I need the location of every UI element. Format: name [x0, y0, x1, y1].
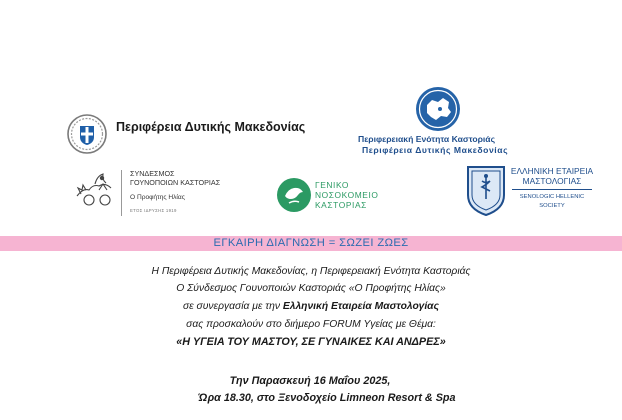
- invitation-line: σας προσκαλούν στο διήμερο FORUM Υγείας με Θέμα:: [186, 319, 436, 330]
- hospital-green-emblem-icon: [275, 176, 313, 214]
- mastology-line2: ΜΑΣΤΟΛΟΓΙΑΣ: [522, 176, 582, 186]
- mastology-line1: ΕΛΛΗΝΙΚΗ ΕΤΑΙΡΕΙΑ: [510, 166, 594, 176]
- divider: [512, 189, 592, 190]
- invitation-line: [0, 301, 622, 312]
- society-highlight: Ελληνική Εταιρεία Μαστολογίας: [282, 301, 440, 312]
- syndesmos-name: [130, 169, 220, 215]
- syndesmos-line2: ΓΟΥΝΟΠΟΙΩΝ ΚΑΣΤΟΡΙΑΣ: [130, 178, 221, 187]
- hospital-line1: ΓΕΝΙΚΟ: [315, 180, 350, 190]
- mastology-english-line2: SOCIETY: [539, 203, 565, 209]
- syndesmos-established: ΕΤΟΣ ΙΔΡΥΣΗΣ 1919: [130, 208, 177, 213]
- syndesmos-line1: ΣΥΝΔΕΣΜΟΣ: [130, 169, 175, 178]
- kastoria-map-emblem-icon: [414, 85, 462, 133]
- slogan-text: ΕΓΚΑΙΡΗ ΔΙΑΓΝΩΣΗ = ΣΩΖΕΙ ΖΩΕΣ: [213, 237, 409, 249]
- mastology-society-emblem-icon: [462, 161, 510, 217]
- invitation-line: Ο Σύνδεσμος Γουνοποιών Καστοριάς «Ο Προφήτης Ηλίας»: [176, 283, 446, 294]
- regional-unit-name: [358, 134, 508, 155]
- invitation-text: σε συνεργασία με την: [182, 301, 283, 312]
- event-date: Την Παρασκευή 16 Μαΐου 2025,: [229, 375, 391, 387]
- mastology-society-name: [510, 166, 594, 211]
- mastology-english-line1: SENOLOGIC HELLENIC: [519, 194, 585, 200]
- hospital-name: [315, 180, 379, 210]
- region-name: Περιφέρεια Δυτικής Μακεδονίας: [116, 120, 306, 134]
- regional-unit-line1: Περιφερειακή Ενότητα Καστοριάς: [358, 134, 496, 144]
- forum-theme: «Η ΥΓΕΙΑ ΤΟΥ ΜΑΣΤΟΥ, ΣΕ ΓΥΝΑΙΚΕΣ ΚΑΙ ΑΝΔΡΕΣ»: [176, 336, 446, 348]
- hospital-line2: ΝΟΣΟΚΟΜΕΙΟ: [315, 190, 379, 200]
- divider: [121, 170, 122, 216]
- prophet-elias-chariot-icon: [73, 170, 117, 210]
- hellenic-coat-of-arms-icon: [66, 113, 108, 155]
- event-time-venue: Ώρα 18.30, στο Ξενοδοχείο Limneon Resort & Spa: [198, 392, 456, 404]
- syndesmos-subtitle: Ο Προφήτης Ηλίας: [130, 194, 185, 201]
- invitation-line: Η Περιφέρεια Δυτικής Μακεδονίας, η Περιφερειακή Ενότητα Καστοριάς: [151, 266, 471, 277]
- hospital-line3: ΚΑΣΤΟΡΙΑΣ: [315, 200, 367, 210]
- regional-unit-line2: Περιφέρεια Δυτικής Μακεδονίας: [362, 144, 509, 155]
